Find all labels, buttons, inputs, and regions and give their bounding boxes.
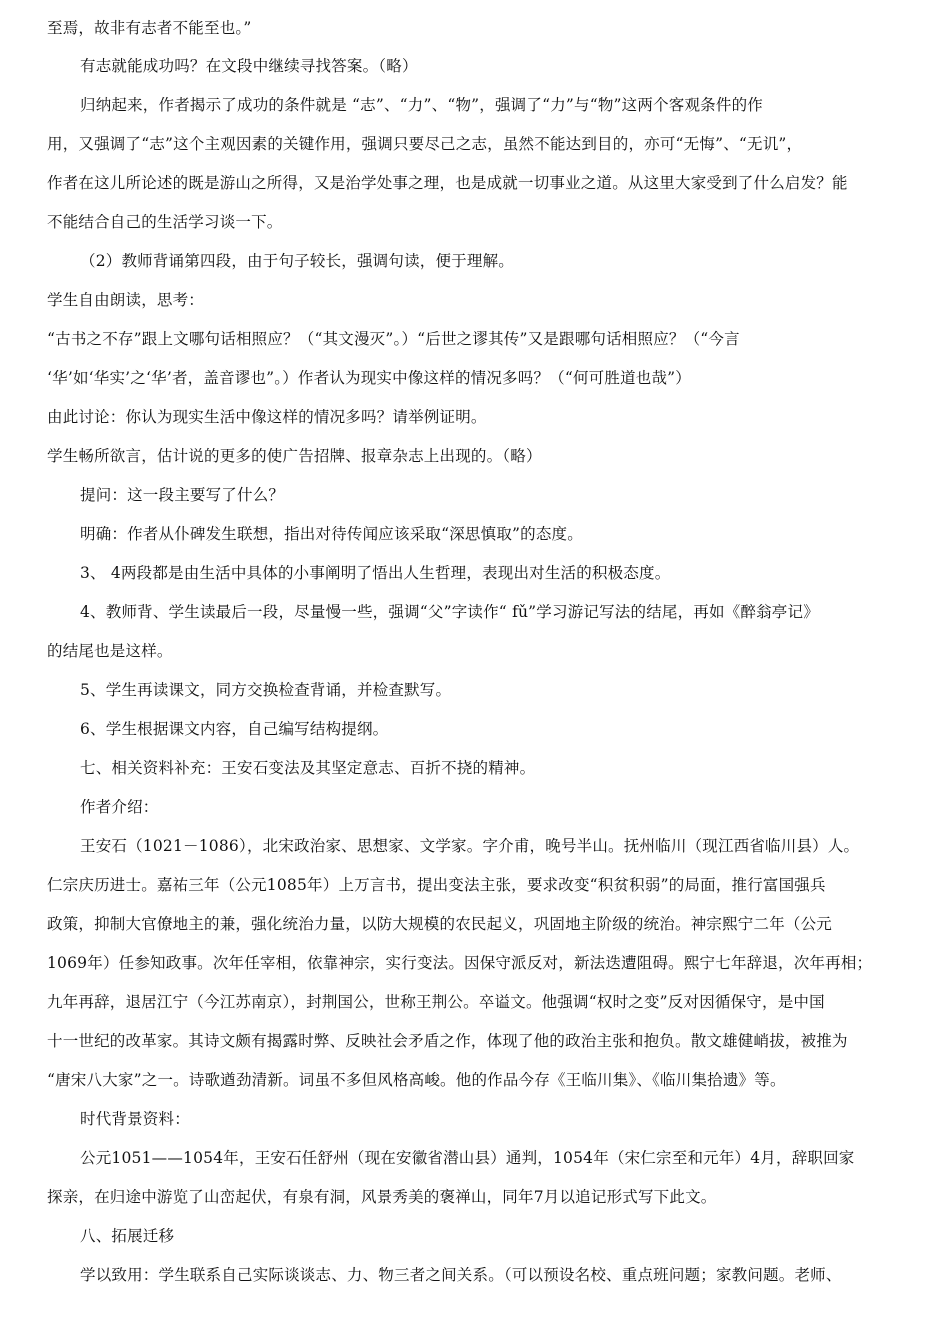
text-line: 作者介绍： xyxy=(80,798,159,816)
text-line: “唐宋八大家”之一。诗歌遒劲清新。词虽不多但风格高峻。他的作品今存《王临川集》、《临川集拾遗》等。 xyxy=(47,1071,786,1089)
text-line: 用，又强调了“志”这个主观因素的关键作用，强调只要尽己之志，虽然不能达到目的，亦可“无悔”、“无讥”， xyxy=(47,135,803,153)
text-line: 提问：这一段主要写了什么？ xyxy=(80,486,285,504)
text-line: 八、拓展迁移 xyxy=(80,1227,175,1245)
text-line: 政策，抑制大官僚地主的兼，强化统治力量，以防大规模的农民起义，巩固地主阶级的统治。神宗熙宁二年（公元 xyxy=(47,915,833,933)
text-line: （2）教师背诵第四段，由于句子较长，强调句读，便于理解。 xyxy=(80,252,514,270)
text-line: “古书之不存”跟上文哪句话相照应？（“其文漫灭”。）“后世之谬其传”又是跟哪句话相照应？（“今言 xyxy=(47,330,740,348)
text-line: 作者在这儿所论述的既是游山之所得，又是治学处事之理，也是成就一切事业之道。从这里大家受到了什么启发？能 xyxy=(47,174,848,192)
text-line: 1069年）任参知政事。次年任宰相，依靠神宗，实行变法。因保守派反对，新法迭遭阻碍。熙宁七年辞退，次年再相； xyxy=(47,954,873,972)
text-line: ‘华’如‘华实’之‘华’者，盖音谬也”。）作者认为现实中像这样的情况多吗？（“何可胜道也哉”） xyxy=(47,369,691,387)
text-line: 仁宗庆历进士。嘉祐三年（公元1085年）上万言书，提出变法主张，要求改变“积贫积弱”的局面，推行富国强兵 xyxy=(47,876,826,894)
text-line: 十一世纪的改革家。其诗文颇有揭露时弊、反映社会矛盾之作，体现了他的政治主张和抱负。散文雄健峭拔，被推为 xyxy=(47,1032,848,1050)
text-line: 至焉，故非有志者不能至也。” xyxy=(47,19,252,37)
text-line: 4、教师背、学生读最后一段，尽量慢一些，强调“父”字读作“ fǔ”学习游记写法的结尾，再如《醉翁亭记》 xyxy=(80,603,819,621)
text-line: 时代背景资料： xyxy=(80,1110,190,1128)
text-line: 6、学生根据课文内容，自己编写结构提纲。 xyxy=(80,720,389,738)
text-line: 九年再辞，退居江宁（今江苏南京），封荆国公，世称王荆公。卒谥文。他强调“权时之变”反对因循保守，是中国 xyxy=(47,993,825,1011)
text-line: 学以致用：学生联系自己实际谈谈志、力、物三者之间关系。（可以预设名校、重点班问题；家教问题。老师、 xyxy=(80,1266,842,1284)
text-line: 归纳起来，作者揭示了成功的条件就是 “志”、“力”、“物”，强调了“力”与“物”这两个客观条件的作 xyxy=(80,96,763,114)
text-line: 由此讨论：你认为现实生活中像这样的情况多吗？请举例证明。 xyxy=(47,408,487,426)
text-line: 明确：作者从仆碑发生联想，指出对待传闻应该采取“深思慎取”的态度。 xyxy=(80,525,583,543)
text-line: 不能结合自己的生活学习谈一下。 xyxy=(47,213,283,231)
text-line: 公元1051——1054年，王安石任舒州（现在安徽省潜山县）通判，1054年（宋仁宗至和元年）4月，辞职回家 xyxy=(80,1149,855,1167)
text-line: 七、相关资料补充：王安石变法及其坚定意志、百折不挠的精神。 xyxy=(80,759,536,777)
text-line: 有志就能成功吗？在文段中继续寻找答案。（略） xyxy=(80,57,418,75)
text-line: 王安石（1021－1086），北宋政治家、思想家、文学家。字介甫，晚号半山。抚州临川（现江西省临川县）人。 xyxy=(80,837,860,855)
text-line: 学生自由朗读，思考： xyxy=(47,291,205,309)
text-line: 探亲，在归途中游览了山峦起伏，有泉有洞，风景秀美的褒禅山，同年7月以追记形式写下此文。 xyxy=(47,1188,717,1206)
text-line: 3、 4两段都是由生活中具体的小事阐明了悟出人生哲理，表现出对生活的积极态度。 xyxy=(80,564,671,582)
text-line: 的结尾也是这样。 xyxy=(47,642,173,660)
text-line: 5、学生再读课文，同方交换检查背诵，并检查默写。 xyxy=(80,681,452,699)
text-line: 学生畅所欲言，估计说的更多的使广告招牌、报章杂志上出现的。（略） xyxy=(47,447,542,465)
